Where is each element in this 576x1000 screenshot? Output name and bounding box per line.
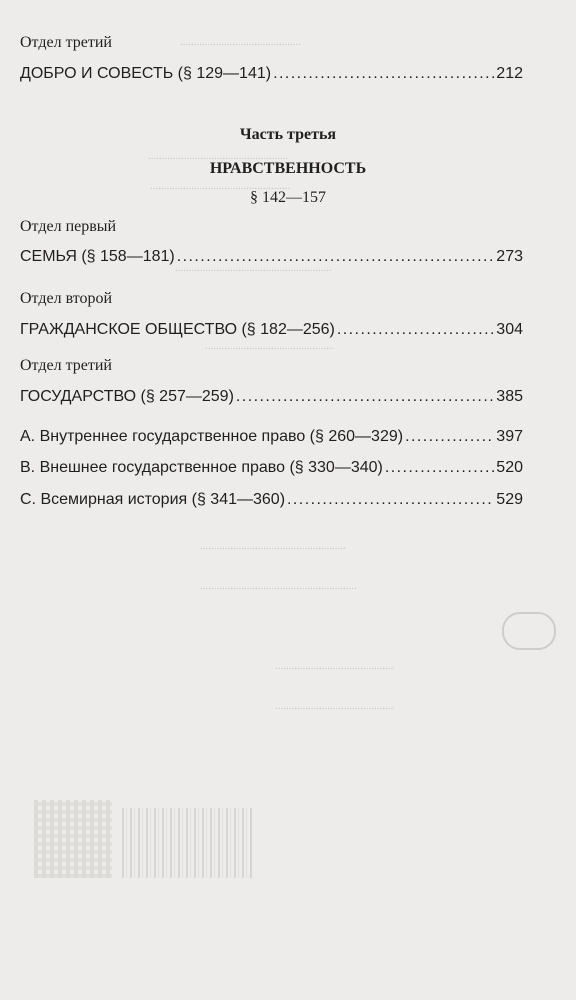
toc-leader-dots <box>177 248 495 266</box>
toc-leader-dots <box>385 459 494 477</box>
toc-entry-title: B. Внешнее государственное право (§ 330—340) <box>20 459 383 476</box>
show-through-text: ........................................... <box>275 660 394 672</box>
section-label: Отдел второй <box>20 290 113 307</box>
show-through-text: ................................................... <box>148 150 289 162</box>
toc-entry-page: 520 <box>496 459 523 476</box>
toc-entry-page: 273 <box>496 248 523 265</box>
toc-leader-dots <box>405 428 494 446</box>
show-through-qr-code <box>34 800 112 878</box>
show-through-text: ..................................................... <box>200 540 346 552</box>
show-through-text: ............................................... <box>205 340 335 352</box>
show-through-text: ........................................... <box>275 700 394 712</box>
show-through-age-badge <box>502 612 556 650</box>
toc-entry <box>20 428 523 446</box>
show-through-text: ................................................... <box>150 180 291 192</box>
toc-entry-title: СЕМЬЯ (§ 158—181) <box>20 248 175 265</box>
show-through-barcode <box>122 808 252 878</box>
toc-entry-title: A. Внутреннее государственное право (§ 260—329) <box>20 428 404 445</box>
show-through-text: ............................................ <box>180 36 301 48</box>
toc-entry-page: 385 <box>496 388 523 405</box>
part-paragraph-range: § 142—157 <box>250 189 326 206</box>
show-through-text: ......................................................... <box>200 580 357 592</box>
toc-entry <box>20 459 523 477</box>
toc-entry-page: 397 <box>496 428 523 445</box>
toc-leader-dots <box>273 65 494 83</box>
toc-entry <box>20 321 523 339</box>
toc-entry-title: C. Всемирная история (§ 341—360) <box>20 491 286 508</box>
toc-entry-title: ГРАЖДАНСКОЕ ОБЩЕСТВО (§ 182—256) <box>20 321 335 338</box>
toc-entry-page: 529 <box>496 491 523 508</box>
toc-entry <box>20 65 523 83</box>
toc-leader-dots <box>337 321 494 339</box>
toc-entry <box>20 491 523 509</box>
part-title: НРАВСТВЕННОСТЬ <box>209 160 367 177</box>
section-label: Отдел третий <box>20 357 112 374</box>
toc-entry-title: ДОБРО И СОВЕСТЬ (§ 129—141) <box>20 65 272 82</box>
toc-entry <box>20 388 523 406</box>
toc-entry-page: 304 <box>496 321 523 338</box>
show-through-text: ......................................................... <box>175 262 332 274</box>
toc-leader-dots <box>236 388 494 406</box>
section-label: Отдел первый <box>20 218 117 235</box>
toc-entry-page: 212 <box>496 65 523 82</box>
toc-leader-dots <box>287 491 494 509</box>
toc-entry-title: ГОСУДАРСТВО (§ 257—259) <box>20 388 234 405</box>
part-label: Часть третья <box>239 126 337 143</box>
toc-entry <box>20 248 523 266</box>
section-label: Отдел третий <box>20 34 112 51</box>
